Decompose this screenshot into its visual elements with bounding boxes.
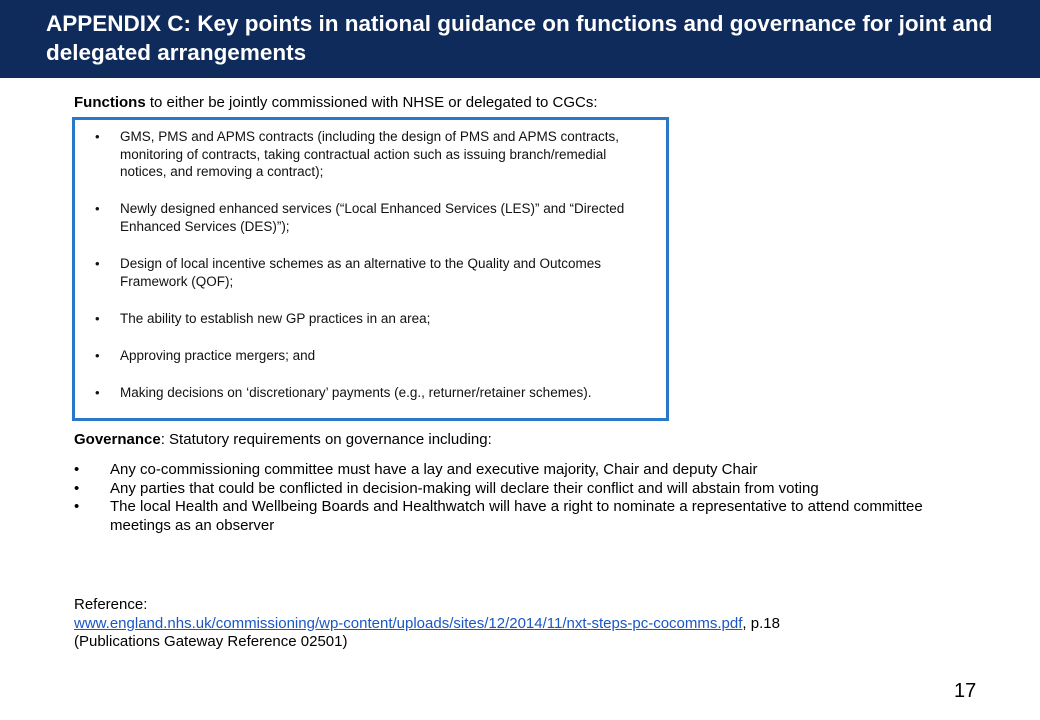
bullet-icon: •: [95, 256, 100, 271]
functions-intro: [74, 94, 598, 112]
governance-item-text: Any parties that could be conflicted in decision-making will declare their conflict and will abstain from voting: [110, 479, 819, 497]
governance-item-text: The local Health and Wellbeing Boards and Healthwatch will have a right to nominate a representative to attend committee meetings as an observer: [110, 498, 923, 534]
governance-list-item: [74, 461, 954, 480]
reference-line: [74, 615, 994, 634]
bullet-icon: •: [95, 311, 100, 326]
bullet-icon: •: [74, 498, 80, 515]
bullet-icon: •: [74, 461, 80, 478]
page-title: APPENDIX C: Key points in national guidance on functions and governance for joint and delegated arrangements: [46, 11, 993, 65]
governance-intro-bold: Governance: [74, 431, 161, 448]
governance-item-text: Any co-commissioning committee must have a lay and executive majority, Chair and deputy Chair: [110, 461, 758, 478]
functions-item-text: Newly designed enhanced services (“Local Enhanced Services (LES)” and “Directed Enhanced Services (DES)”);: [120, 201, 625, 234]
reference-gateway: (Publications Gateway Reference 02501): [74, 633, 348, 650]
bullet-icon: •: [95, 201, 100, 216]
functions-box: [72, 117, 669, 421]
functions-item-text: Design of local incentive schemes as an alternative to the Quality and Outcomes Framework (QOF);: [120, 256, 602, 289]
bullet-icon: •: [95, 348, 100, 363]
governance-list: [74, 461, 954, 535]
functions-intro-text: to either be jointly commissioned with NHSE or delegated to CGCs:: [145, 94, 598, 111]
bullet-icon: •: [74, 479, 80, 497]
reference-link[interactable]: www.england.nhs.uk/commissioning/wp-content/uploads/sites/12/2014/11/nxt-steps-pc-cocomms.pdf: [74, 614, 743, 632]
reference-label: Reference:: [74, 596, 148, 613]
governance-list-item: [74, 498, 954, 535]
bullet-icon: •: [95, 385, 100, 400]
functions-item-text: Making decisions on ‘discretionary’ payments (e.g., returner/retainer schemes).: [120, 385, 592, 400]
reference-page: , p.18: [742, 614, 780, 632]
functions-item-text: Approving practice mergers; and: [120, 348, 316, 363]
reference-block: [74, 596, 994, 652]
functions-item-text: The ability to establish new GP practices in an area;: [120, 311, 431, 326]
governance-list-item: [74, 480, 954, 499]
governance-intro-text: : Statutory requirements on governance including:: [160, 431, 492, 448]
page-number: 17: [954, 680, 977, 702]
functions-intro-bold: Functions: [74, 94, 146, 111]
bullet-icon: •: [95, 129, 100, 144]
header-bar: [0, 0, 1040, 78]
functions-item-text: GMS, PMS and APMS contracts (including the design of PMS and APMS contracts, monitoring of contracts, taking contractual action such as issuing branch/remedial notices, and removing a contract);: [120, 129, 619, 179]
governance-intro: [74, 431, 492, 449]
